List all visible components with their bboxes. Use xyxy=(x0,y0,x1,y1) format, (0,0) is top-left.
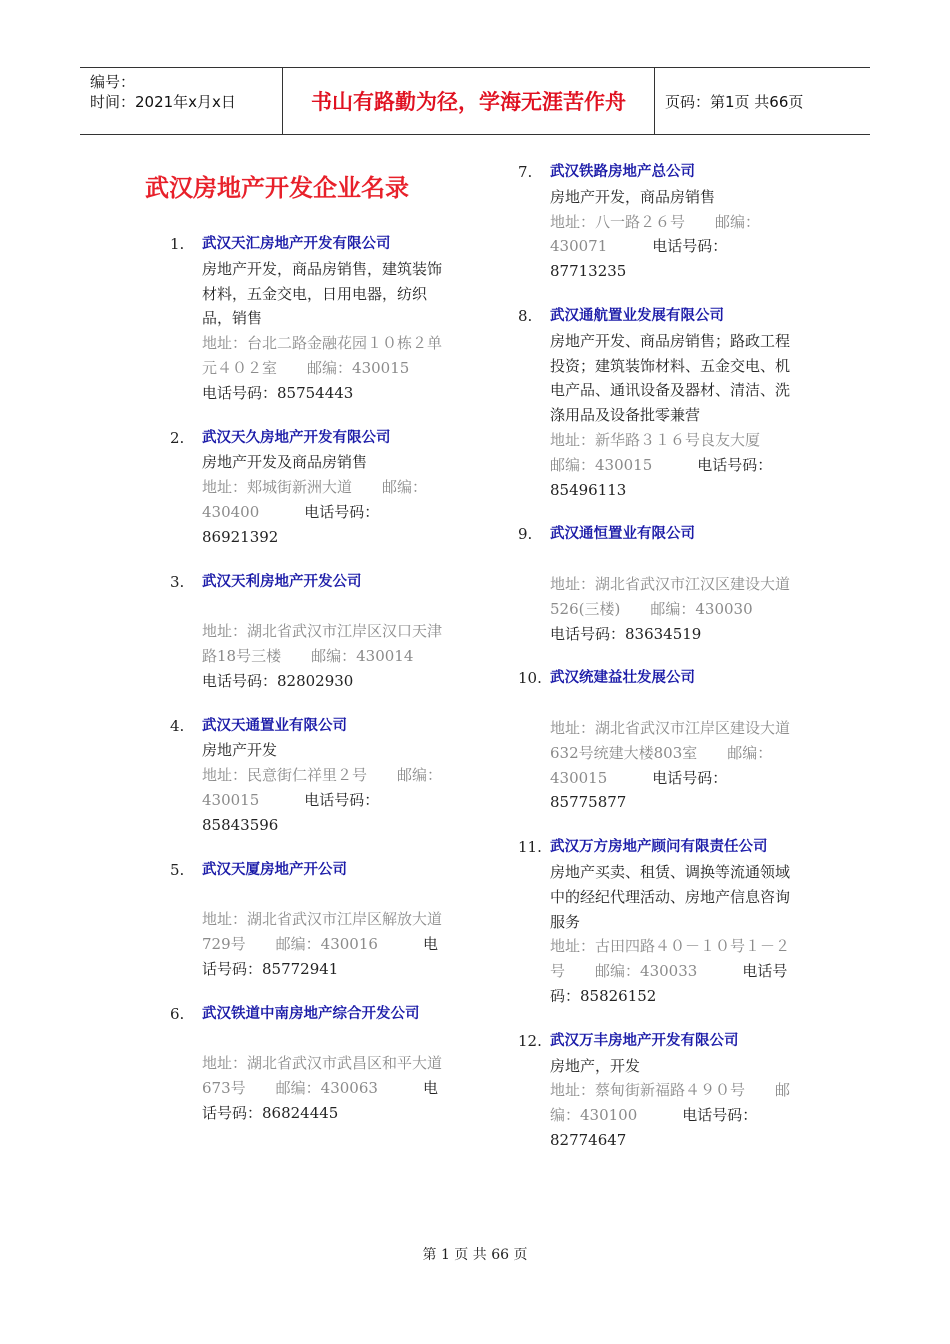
company-entry xyxy=(170,232,450,406)
contact-block xyxy=(550,934,798,1008)
right-column xyxy=(518,160,798,1173)
business-scope: 房地产开发，商品房销售，建筑装饰材料，五金交电，日用电器，纺织品，销售 xyxy=(202,259,443,328)
contact-block xyxy=(550,428,798,502)
company-entry xyxy=(518,1029,798,1153)
company-name: 武汉统建益壮发展公司 xyxy=(550,670,695,687)
business-scope: 房地产开发、商品房销售；路政工程投资；建筑装饰材料、五金交电、机电产品、通讯设备及器材、清洁、洗涤用品及设备批零兼营 xyxy=(550,331,791,425)
address: 地址：湖北省武汉市武昌区和平大道673号 xyxy=(202,1054,443,1097)
entry-number: 9. xyxy=(518,525,533,544)
phone-number: 电话号码：85843596 xyxy=(202,790,380,834)
business-scope: 房地产开发 xyxy=(202,741,278,760)
contact-block xyxy=(202,1051,450,1125)
business-scope: 房地产开发及商品房销售 xyxy=(202,453,368,472)
phone-number: 电话号码：85496113 xyxy=(550,455,773,499)
blank-line xyxy=(202,882,450,907)
company-name: 武汉天汇房地产开发有限公司 xyxy=(202,236,391,252)
phone-number: 电话号码：87713235 xyxy=(550,237,728,281)
postal-code: 邮编：430015 xyxy=(202,766,443,809)
phone-number: 电话号码：83634519 xyxy=(550,624,702,643)
entry-number: 11. xyxy=(518,838,542,857)
contact-block xyxy=(202,331,450,405)
entry-number: 4. xyxy=(170,716,185,735)
address: 地址：八一路２６号 xyxy=(550,212,686,231)
document-title: 武汉房地产开发企业名录 xyxy=(145,174,409,202)
company-name: 武汉铁道中南房地产综合开发公司 xyxy=(202,1005,420,1022)
business-scope: 房地产，开发 xyxy=(550,1056,641,1075)
contact-block xyxy=(202,619,450,693)
postal-code: 邮编：430071 xyxy=(550,212,761,256)
phone-number: 电话号码：85775877 xyxy=(550,768,728,812)
postal-code: 邮编：430015 xyxy=(550,743,773,787)
company-name: 武汉万丰房地产开发有限公司 xyxy=(550,1032,739,1049)
company-name: 武汉天利房地产开发公司 xyxy=(202,573,362,590)
business-scope: 房地产买卖、租赁、调换等流通领域中的经纪代理活动、房地产信息咨询服务 xyxy=(550,862,791,931)
header-motto xyxy=(283,68,655,134)
company-entry xyxy=(518,666,798,815)
company-name: 武汉通恒置业有限公司 xyxy=(550,526,695,543)
contact-block xyxy=(550,716,798,815)
address: 地址：湖北省武汉市江汉区建设大道526(三楼) xyxy=(550,574,791,618)
address: 地址：蔡甸街新福路４９０号 xyxy=(550,1081,746,1100)
blank-line xyxy=(202,1026,450,1051)
entry-number: 7. xyxy=(518,163,533,181)
page-footer: 第 1 页 共 66 页 xyxy=(422,1247,528,1263)
address: 地址：湖北省武汉市江岸区建设大道632号统建大楼803室 xyxy=(550,718,791,762)
contact-block xyxy=(202,907,450,981)
postal-code: 邮编：430015 xyxy=(550,455,653,474)
phone-number: 电话号码：86921392 xyxy=(202,502,380,546)
company-entry xyxy=(170,858,450,982)
contact-block xyxy=(550,1078,798,1152)
postal-code: 邮编：430033 xyxy=(595,962,698,981)
serial-label: 编号： xyxy=(90,73,136,91)
postal-code: 邮编：430100 xyxy=(550,1081,791,1125)
page-info-text: 页码：第1页 共66页 xyxy=(665,92,804,111)
header-meta xyxy=(80,68,283,134)
contact-block xyxy=(550,210,798,284)
company-name: 武汉铁路房地产总公司 xyxy=(550,164,695,180)
address: 地址：湖北省武汉市江岸区解放大道729号 xyxy=(202,910,443,953)
company-entry xyxy=(518,304,798,502)
entry-number: 6. xyxy=(170,1004,185,1023)
contact-block xyxy=(202,763,450,837)
header-page-info xyxy=(655,68,870,134)
blank-line xyxy=(550,547,798,572)
entry-number: 12. xyxy=(518,1031,542,1050)
address: 地址：郏城街新洲大道 xyxy=(202,478,353,497)
phone-number: 电话号码：85826152 xyxy=(550,962,788,1005)
address: 地址：新华路３１６号良友大厦 xyxy=(550,430,761,449)
postal-code: 邮编：430015 xyxy=(307,358,410,377)
page-header xyxy=(80,67,870,135)
company-entry xyxy=(170,714,450,838)
business-scope: 房地产开发，商品房销售 xyxy=(550,187,716,206)
phone-number: 电话号码：82774647 xyxy=(550,1106,758,1149)
postal-code: 邮编：430063 xyxy=(275,1078,378,1097)
motto-text: 书山有路勤为径，学海无涯苦作舟 xyxy=(311,90,626,114)
address: 地址：民意街仁祥里２号 xyxy=(202,766,368,785)
blank-line xyxy=(550,691,798,716)
company-entry xyxy=(170,570,450,694)
postal-code: 邮编：430016 xyxy=(275,934,378,953)
company-entry xyxy=(170,426,450,550)
address: 地址：湖北省武汉市江岸区汉口天津路18号三楼 xyxy=(202,622,443,665)
company-name: 武汉通航置业发展有限公司 xyxy=(550,307,724,324)
date-label: 时间：2021年x月x日 xyxy=(90,93,236,111)
entry-number: 1. xyxy=(170,235,185,253)
company-name: 武汉万方房地产顾问有限责任公司 xyxy=(550,839,768,856)
phone-number: 电话号码：85772941 xyxy=(202,934,438,978)
phone-number: 电话号码：82802930 xyxy=(202,671,354,690)
company-name: 武汉天厦房地产开公司 xyxy=(202,861,347,878)
phone-number: 电话号码：86824445 xyxy=(202,1078,438,1122)
company-name: 武汉天久房地产开发有限公司 xyxy=(202,429,391,446)
contact-block xyxy=(550,572,798,646)
entry-number: 10. xyxy=(518,669,542,688)
company-entry xyxy=(518,160,798,284)
company-name: 武汉天通置业有限公司 xyxy=(202,717,347,734)
postal-code: 邮编：430030 xyxy=(650,599,753,618)
postal-code: 邮编：430014 xyxy=(311,646,414,665)
company-entry xyxy=(518,522,798,646)
postal-code: 邮编：430400 xyxy=(202,478,428,521)
address: 地址：台北二路金融花园１０栋２单元４０２室 xyxy=(202,334,443,377)
phone-number: 电话号码：85754443 xyxy=(202,383,354,402)
blank-line xyxy=(202,594,450,619)
left-column xyxy=(170,232,450,1146)
contact-block xyxy=(202,475,450,549)
entry-number: 5. xyxy=(170,860,185,879)
company-entry xyxy=(518,835,798,1009)
entry-number: 3. xyxy=(170,572,185,591)
entry-number: 2. xyxy=(170,428,185,447)
entry-number: 8. xyxy=(518,306,533,325)
company-entry xyxy=(170,1002,450,1126)
address: 地址：古田四路４０－１０号１－２号 xyxy=(550,937,791,981)
